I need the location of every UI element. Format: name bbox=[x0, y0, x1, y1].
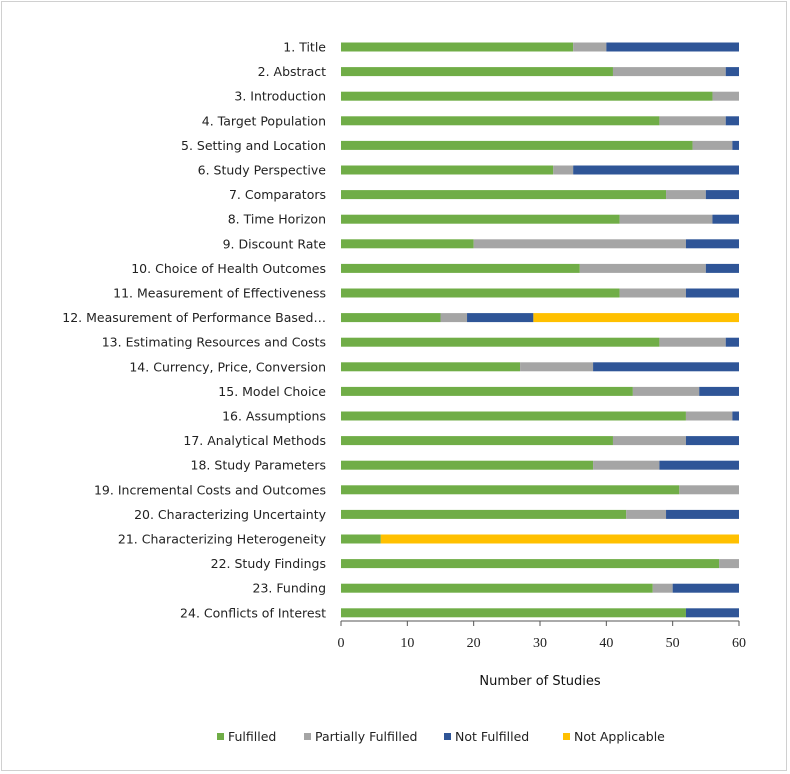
category-label: 20. Characterizing Uncertainty bbox=[134, 506, 326, 522]
bar-not-fulfilled-row-18 bbox=[659, 461, 739, 470]
category-label: 22. Study Findings bbox=[210, 556, 326, 572]
bar-not-fulfilled-row-15 bbox=[699, 387, 739, 396]
bar-fulfilled-row-17 bbox=[341, 436, 613, 445]
bar-not-fulfilled-row-1 bbox=[606, 43, 739, 52]
category-label: 19. Incremental Costs and Outcomes bbox=[93, 482, 326, 498]
legend-label-partially-fulfilled: Partially Fulfilled bbox=[315, 729, 418, 744]
bar-partially-fulfilled-row-13 bbox=[659, 338, 725, 347]
legend-label-not-fulfilled: Not Fulfilled bbox=[455, 729, 530, 744]
bar-fulfilled-row-5 bbox=[341, 141, 693, 150]
bar-fulfilled-row-8 bbox=[341, 215, 620, 224]
bar-partially-fulfilled-row-2 bbox=[613, 67, 726, 76]
bar-fulfilled-row-3 bbox=[341, 92, 712, 101]
bar-not-fulfilled-row-5 bbox=[732, 141, 739, 150]
bar-fulfilled-row-1 bbox=[341, 43, 573, 52]
bar-fulfilled-row-19 bbox=[341, 485, 679, 494]
x-tick-label: 10 bbox=[400, 636, 415, 651]
legend-swatch-not-applicable bbox=[563, 733, 570, 740]
category-label: 5. Setting and Location bbox=[181, 137, 326, 153]
x-tick-label: 0 bbox=[337, 636, 345, 651]
bar-fulfilled-row-11 bbox=[341, 289, 620, 298]
bar-partially-fulfilled-row-12 bbox=[441, 313, 468, 322]
category-label: 7. Comparators bbox=[228, 187, 326, 203]
x-tick-label: 30 bbox=[533, 636, 547, 651]
bar-fulfilled-row-21 bbox=[341, 535, 381, 544]
bar-not-fulfilled-row-9 bbox=[686, 239, 739, 248]
bars-group bbox=[341, 43, 739, 618]
category-label: 3. Introduction bbox=[234, 88, 326, 104]
category-label: 2. Abstract bbox=[257, 64, 326, 80]
x-tick-label: 20 bbox=[466, 636, 481, 651]
category-label: 11. Measurement of Effectiveness bbox=[113, 285, 326, 301]
bar-not-fulfilled-row-16 bbox=[732, 412, 739, 421]
legend-label-not-applicable: Not Applicable bbox=[574, 729, 665, 744]
bar-fulfilled-row-22 bbox=[341, 559, 719, 568]
bar-fulfilled-row-2 bbox=[341, 67, 613, 76]
legend-label-fulfilled: Fulfilled bbox=[228, 729, 277, 744]
bar-fulfilled-row-7 bbox=[341, 190, 666, 199]
bar-not-fulfilled-row-4 bbox=[726, 116, 739, 125]
bar-not-fulfilled-row-13 bbox=[726, 338, 739, 347]
bar-partially-fulfilled-row-16 bbox=[686, 412, 732, 421]
bar-fulfilled-row-10 bbox=[341, 264, 580, 273]
bar-not-fulfilled-row-7 bbox=[706, 190, 739, 199]
bar-partially-fulfilled-row-5 bbox=[693, 141, 733, 150]
x-axis-title: Number of Studies bbox=[479, 674, 601, 689]
bar-partially-fulfilled-row-4 bbox=[659, 116, 725, 125]
bar-fulfilled-row-20 bbox=[341, 510, 626, 519]
category-label: 4. Target Population bbox=[201, 113, 326, 129]
bar-fulfilled-row-6 bbox=[341, 166, 553, 175]
x-tick-label: 50 bbox=[665, 636, 680, 651]
bar-not-fulfilled-row-2 bbox=[726, 67, 739, 76]
category-label: 8. Time Horizon bbox=[227, 211, 326, 227]
bar-not-fulfilled-row-12 bbox=[467, 313, 533, 322]
legend-swatch-fulfilled bbox=[217, 733, 224, 740]
category-label: 14. Currency, Price, Conversion bbox=[129, 359, 326, 375]
bar-partially-fulfilled-row-10 bbox=[580, 264, 706, 273]
category-label: 12. Measurement of Performance Based… bbox=[62, 310, 326, 326]
bar-partially-fulfilled-row-22 bbox=[719, 559, 739, 568]
bar-not-fulfilled-row-14 bbox=[593, 362, 739, 371]
bar-partially-fulfilled-row-11 bbox=[620, 289, 686, 298]
category-label: 23. Funding bbox=[252, 580, 326, 596]
bar-fulfilled-row-12 bbox=[341, 313, 441, 322]
bar-fulfilled-row-4 bbox=[341, 116, 659, 125]
x-tick-label: 60 bbox=[732, 636, 746, 651]
bar-fulfilled-row-13 bbox=[341, 338, 659, 347]
bar-partially-fulfilled-row-6 bbox=[553, 166, 573, 175]
x-axis-ticks bbox=[338, 621, 747, 651]
bar-not-fulfilled-row-11 bbox=[686, 289, 739, 298]
bar-partially-fulfilled-row-18 bbox=[593, 461, 659, 470]
bar-fulfilled-row-9 bbox=[341, 239, 474, 248]
category-labels bbox=[62, 40, 326, 621]
legend bbox=[217, 729, 665, 744]
legend-swatch-not-fulfilled bbox=[444, 733, 451, 740]
bar-not-fulfilled-row-17 bbox=[686, 436, 739, 445]
category-label: 21. Characterizing Heterogeneity bbox=[117, 531, 326, 547]
bar-partially-fulfilled-row-19 bbox=[679, 485, 739, 494]
bar-partially-fulfilled-row-20 bbox=[626, 510, 666, 519]
bar-partially-fulfilled-row-7 bbox=[666, 190, 706, 199]
bar-not-applicable-row-12 bbox=[533, 313, 739, 322]
bar-not-fulfilled-row-6 bbox=[573, 166, 739, 175]
category-label: 6. Study Perspective bbox=[197, 162, 326, 178]
bar-partially-fulfilled-row-8 bbox=[620, 215, 713, 224]
bar-partially-fulfilled-row-9 bbox=[474, 239, 686, 248]
bar-fulfilled-row-23 bbox=[341, 584, 653, 593]
bar-partially-fulfilled-row-23 bbox=[653, 584, 673, 593]
category-label: 9. Discount Rate bbox=[222, 236, 326, 252]
bar-partially-fulfilled-row-15 bbox=[633, 387, 699, 396]
category-label: 18. Study Parameters bbox=[190, 457, 326, 473]
category-label: 10. Choice of Health Outcomes bbox=[131, 260, 326, 276]
bar-not-fulfilled-row-10 bbox=[706, 264, 739, 273]
bar-not-fulfilled-row-24 bbox=[686, 608, 739, 617]
bar-partially-fulfilled-row-1 bbox=[573, 43, 606, 52]
x-tick-label: 40 bbox=[599, 636, 614, 651]
category-label: 16. Assumptions bbox=[222, 408, 326, 424]
bar-fulfilled-row-16 bbox=[341, 412, 686, 421]
bar-not-fulfilled-row-20 bbox=[666, 510, 739, 519]
category-label: 17. Analytical Methods bbox=[183, 433, 326, 449]
bar-fulfilled-row-24 bbox=[341, 608, 686, 617]
legend-swatch-partially-fulfilled bbox=[304, 733, 311, 740]
bar-partially-fulfilled-row-3 bbox=[712, 92, 739, 101]
bar-not-fulfilled-row-8 bbox=[712, 215, 739, 224]
bar-partially-fulfilled-row-17 bbox=[613, 436, 686, 445]
category-label: 15. Model Choice bbox=[218, 383, 326, 399]
category-label: 1. Title bbox=[283, 39, 326, 55]
bar-partially-fulfilled-row-14 bbox=[520, 362, 593, 371]
bar-fulfilled-row-18 bbox=[341, 461, 593, 470]
category-label: 13. Estimating Resources and Costs bbox=[101, 334, 326, 350]
bar-not-fulfilled-row-23 bbox=[673, 584, 739, 593]
bar-not-applicable-row-21 bbox=[381, 535, 739, 544]
bar-fulfilled-row-15 bbox=[341, 387, 633, 396]
bar-fulfilled-row-14 bbox=[341, 362, 520, 371]
category-label: 24. Conflicts of Interest bbox=[180, 605, 326, 621]
